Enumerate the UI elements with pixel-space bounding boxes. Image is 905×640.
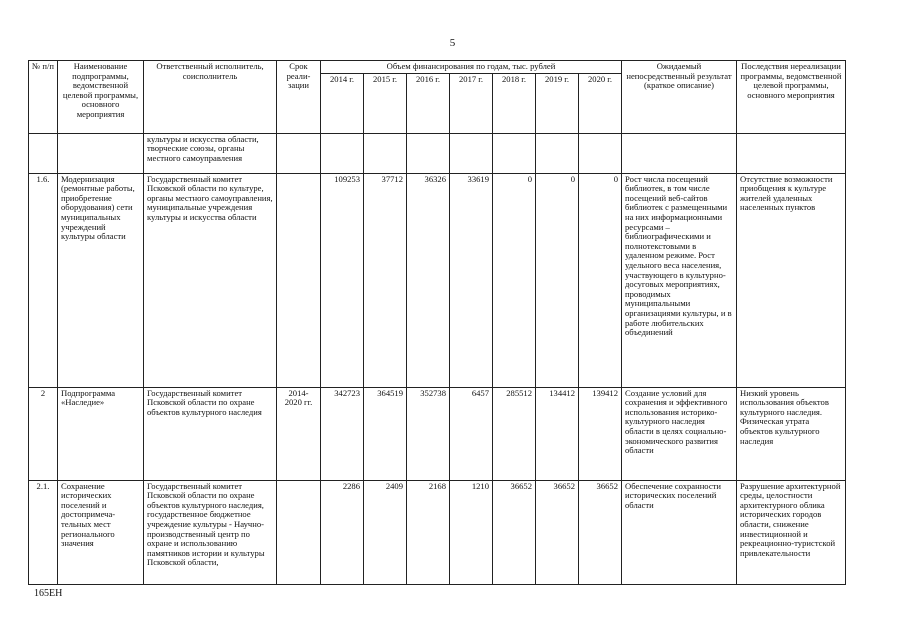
row-value: 36326 — [407, 173, 450, 387]
row-num: 2 — [29, 387, 58, 480]
header-year: 2020 г. — [579, 73, 622, 133]
row-num — [29, 133, 58, 173]
row-value: 36652 — [493, 480, 536, 584]
table-row — [29, 480, 846, 584]
row-value — [407, 133, 450, 173]
row-value: 6457 — [450, 387, 493, 480]
row-value: 0 — [579, 173, 622, 387]
table-row — [29, 387, 846, 480]
row-value: 37712 — [364, 173, 407, 387]
row-name: Сохранение исторических поселений и достопримеча-тельных мест регионального значения — [58, 480, 144, 584]
table-row — [29, 173, 846, 387]
row-term — [277, 133, 321, 173]
header-num: № п/п — [29, 61, 58, 134]
row-consequences — [737, 133, 846, 173]
row-name — [58, 133, 144, 173]
row-value: 2286 — [321, 480, 364, 584]
header-year: 2018 г. — [493, 73, 536, 133]
row-num: 1.6. — [29, 173, 58, 387]
row-name: Модернизация (ремонтные работы, приобретение оборудования) сети муниципальных учреждений культуры области — [58, 173, 144, 387]
row-expected: Рост числа посещений библиотек, в том числе посещений веб-сайтов библиотек с размещенными на них информационными ресурсами – библиографическими и полнотекстовыми в удаленном режиме. Рост удельного веса населения, участвующего в культурно-досуговых мероприятиях, проводимых муниципальными организациями культуры, и в работе любительских объединений — [622, 173, 737, 387]
header-year: 2019 г. — [536, 73, 579, 133]
header-expected: Ожидаемый непосредственный результат (краткое описание) — [622, 61, 737, 134]
row-value — [579, 133, 622, 173]
row-value: 285512 — [493, 387, 536, 480]
header-consequences: Последствия нереализации программы, ведомственной целевой программы, основного мероприятия — [737, 61, 846, 134]
row-value: 1210 — [450, 480, 493, 584]
table-row — [29, 133, 846, 173]
footer-code: 165ЕН — [34, 588, 63, 599]
row-executor: культуры и искусства области, творческие союзы, органы местного самоуправления — [144, 133, 277, 173]
row-consequences: Отсутствие возможности приобщения к культуре жителей удаленных населенных пунктов — [737, 173, 846, 387]
header-year: 2015 г. — [364, 73, 407, 133]
row-value: 2409 — [364, 480, 407, 584]
header-row — [29, 61, 846, 74]
row-executor: Государственный комитет Псковской области по культуре, органы местного самоуправления, муниципальные учреждения культуры и искусства области — [144, 173, 277, 387]
program-table — [28, 60, 846, 585]
row-value: 0 — [493, 173, 536, 387]
row-expected — [622, 133, 737, 173]
row-term: 2014-2020 гг. — [277, 387, 321, 480]
row-expected: Создание условий для сохранения и эффективного использования историко-культурного наследия области в целях социально-экономического развития области — [622, 387, 737, 480]
header-year: 2014 г. — [321, 73, 364, 133]
header-name: Наименование подпрограммы, ведомственной целевой программы, основного мероприятия — [58, 61, 144, 134]
row-value: 33619 — [450, 173, 493, 387]
row-consequences: Разрушение архитектурной среды, целостности архитектурного облика исторических городов области, снижение инвестиционной и рекреационно-туристской привлекательности — [737, 480, 846, 584]
row-value: 139412 — [579, 387, 622, 480]
row-value: 36652 — [579, 480, 622, 584]
row-value: 352738 — [407, 387, 450, 480]
page-number: 5 — [449, 37, 456, 49]
header-year: 2016 г. — [407, 73, 450, 133]
header-year: 2017 г. — [450, 73, 493, 133]
row-name: Подпрограмма «Наследие» — [58, 387, 144, 480]
row-value — [493, 133, 536, 173]
row-value: 342723 — [321, 387, 364, 480]
row-value — [321, 133, 364, 173]
row-value — [450, 133, 493, 173]
row-value: 134412 — [536, 387, 579, 480]
row-value: 364519 — [364, 387, 407, 480]
header-funding: Объем финансирования по годам, тыс. рублей — [321, 61, 622, 74]
row-consequences: Низкий уровень использования объектов культурного наследия. Физическая утрата объектов культурного наследия — [737, 387, 846, 480]
row-executor: Государственный комитет Псковской области по охране объектов культурного наследия, государственное бюджетное учреждение культуры - Научно-производственный центр по охране и использованию памятников истории и культуры Псковской области, — [144, 480, 277, 584]
row-value: 36652 — [536, 480, 579, 584]
row-executor: Государственный комитет Псковской области по охране объектов культурного наследия — [144, 387, 277, 480]
row-term — [277, 173, 321, 387]
row-expected: Обеспечение сохранности исторических поселений области — [622, 480, 737, 584]
row-value: 0 — [536, 173, 579, 387]
row-value: 2168 — [407, 480, 450, 584]
row-term — [277, 480, 321, 584]
row-value: 109253 — [321, 173, 364, 387]
row-num: 2.1. — [29, 480, 58, 584]
header-term: Срок реали-зации — [277, 61, 321, 134]
row-value — [364, 133, 407, 173]
row-value — [536, 133, 579, 173]
header-executor: Ответственный исполнитель, соисполнитель — [144, 61, 277, 134]
